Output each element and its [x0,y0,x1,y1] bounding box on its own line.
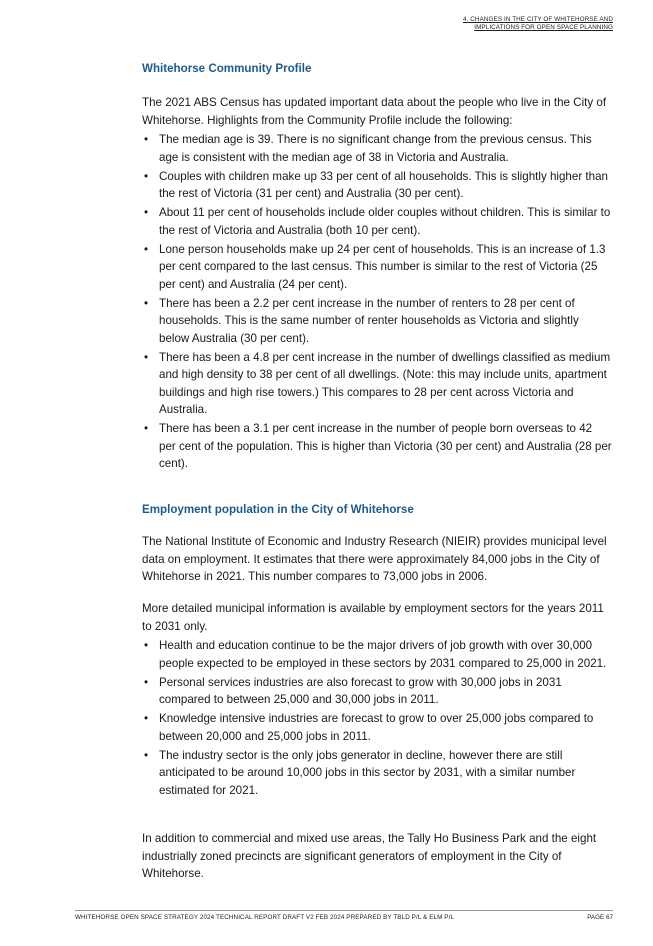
list-item: • Knowledge intensive industries are forecast to grow to over 25,000 jobs compared to between 20,000 and 25,000 jobs in 2011. [142,710,612,745]
employment-para-2: More detailed municipal information is available by employment sectors for the years 2011 to 2031 only. [142,602,604,633]
list-item: • Lone person households make up 24 per cent of households. This is an increase of 1.3 per cent compared to the last census. This number is similar to the rest of Victoria (25 per cent) and Australia (24 per cent). [142,241,612,294]
list-item: • The industry sector is the only jobs generator in decline, however there are still anticipated to be around 10,000 jobs in this sector by 2031, with a similar number estimated for 2021. [142,747,612,800]
list-item: • There has been a 3.1 per cent increase in the number of people born overseas to 42 per cent of the population. This is higher than Victoria (30 per cent) and Australia (28 per cent). [142,420,612,473]
community-profile-bullet-list [142,131,612,474]
list-item: • There has been a 2.2 per cent increase in the number of renters to 28 per cent of households. This is the same number of renter households as Victoria and slightly below Australia (30 per cent). [142,295,612,348]
employment-para-3: In addition to commercial and mixed use areas, the Tally Ho Business Park and the eight industrially zoned precincts are significant generators of employment in the City of Whitehorse. [142,832,597,880]
employment-bullet-list [142,637,612,801]
list-item: • About 11 per cent of households include older couples without children. This is similar to the rest of Victoria and Australia (both 10 per cent). [142,204,612,239]
footer-divider [75,910,613,911]
list-item: • Health and education continue to be the major drivers of job growth with over 30,000 people expected to be employed in these sectors by 2031 compared to 25,000 in 2021. [142,637,612,672]
page-number: PAGE 67 [587,914,613,921]
list-item: • Couples with children make up 33 per cent of all households. This is slightly higher than the rest of Victoria (31 per cent) and Australia (30 per cent). [142,168,612,203]
list-item: • There has been a 4.8 per cent increase in the number of dwellings classified as medium and high density to 38 per cent of all dwellings. (Note: this may include units, apartment buildings and high rise towers.) This compares to 28 per cent across Victoria and Australia. [142,349,612,419]
running-header [463,16,613,32]
running-header-line-1: 4. CHANGES IN THE CITY OF WHITEHORSE AND [462,16,613,23]
list-item: • The median age is 39. There is no significant change from the previous census. This age is consistent with the median age of 38 in Victoria and Australia. [142,131,612,166]
list-item: • Personal services industries are also forecast to grow with 30,000 jobs in 2031 compared to between 25,000 and 30,000 jobs in 2011. [142,674,612,709]
community-profile-intro: The 2021 ABS Census has updated important data about the people who live in the City of Whitehorse. Highlights from the Community Profile include the following: [142,96,607,127]
running-header-line-2: IMPLICATIONS FOR OPEN SPACE PLANNING [474,24,613,31]
footer-document-info: WHITEHORSE OPEN SPACE STRATEGY 2024 TECHNICAL REPORT DRAFT V2 FEB 2024 PREPARED BY TBLD P/L & ELM P/L [75,914,455,921]
section-heading-community-profile: Whitehorse Community Profile [142,62,312,75]
employment-para-1: The National Institute of Economic and Industry Research (NIEIR) provides municipal level data on employment. It estimates that there were approximately 84,000 jobs in the City of Whitehorse in 2021. This number compares to 73,000 jobs in 2006. [142,535,607,583]
section-heading-employment: Employment population in the City of Whitehorse [142,503,414,516]
